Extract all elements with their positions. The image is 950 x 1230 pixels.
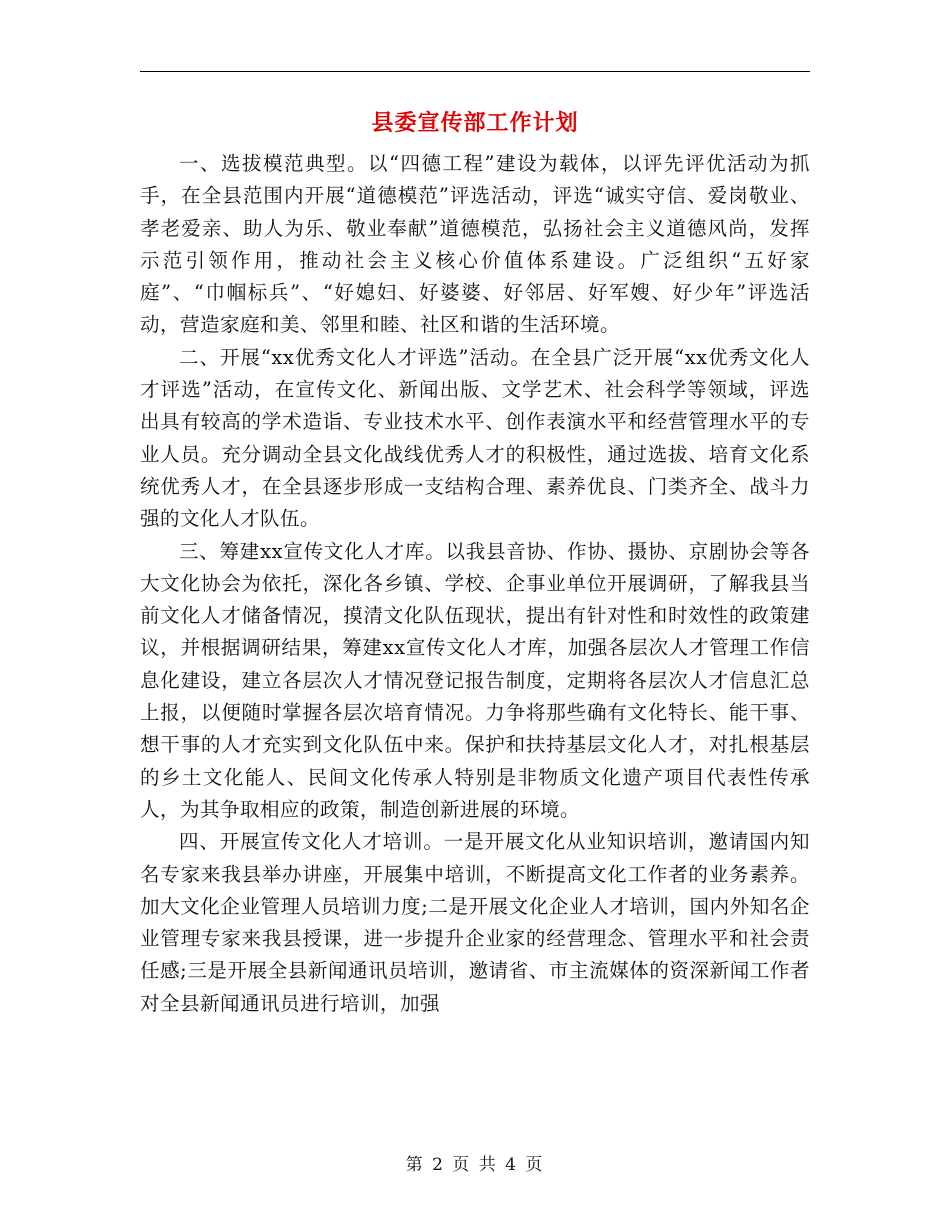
document-title: 县委宣传部工作计划 <box>371 110 579 136</box>
paragraph-1: 一、选拔模范典型。以“四德工程”建设为载体，以评先评优活动为抓手，在全县范围内开展“道德模范”评选活动，评选“诚实守信、爱岗敬业、孝老爱亲、助人为乐、敬业奉献”道德模范，弘扬社会主义道德风尚，发挥示范引领作用，推动社会主义核心价值体系建设。广泛组织“五好家庭”、“巾帼标兵”、“好媳妇、好婆婆、好邻居、好军嫂、好少年”评选活动，营造家庭和美、邻里和睦、社区和谐的生活环境。 <box>140 152 810 337</box>
paragraph-2: 二、开展“xx优秀文化人才评选”活动。在全县广泛开展“xx优秀文化人才评选”活动，在宣传文化、新闻出版、文学艺术、社会科学等领域，评选出具有较高的学术造诣、专业技术水平、创作表演水平和经营管理水平的专业人员。充分调动全县文化战线优秀人才的积极性，通过选拔、培育文化系统优秀人才，在全县逐步形成一支结构合理、素养优良、门类齐全、战斗力强的文化人才队伍。 <box>140 345 810 531</box>
document-body <box>140 148 810 1020</box>
paragraph-4: 四、开展宣传文化人才培训。一是开展文化从业知识培训，邀请国内知名专家来我县举办讲座，开展集中培训，不断提高文化工作者的业务素养。加大文化企业管理人员培训力度;二是开展文化企业人才培训，国内外知名企业管理专家来我县授课，进一步提升企业家的经营理念、管理水平和社会责任感;三是开展全县新闻通讯员培训，邀请省、市主流媒体的资深新闻工作者对全县新闻通讯员进行培训，加强 <box>140 830 810 1015</box>
header-rule <box>140 71 810 72</box>
page-number-footer: 第 2 页 共 4 页 <box>405 1155 545 1175</box>
paragraph-3: 三、筹建xx宣传文化人才库。以我县音协、作协、摄协、京剧协会等各大文化协会为依托，深化各乡镇、学校、企事业单位开展调研，了解我县当前文化人才储备情况，摸清文化队伍现状，提出有针对性和时效性的政策建议，并根据调研结果，筹建xx宣传文化人才库，加强各层次人才管理工作信息化建设，建立各层次人才情况登记报告制度，定期将各层次人才信息汇总上报，以便随时掌握各层次培育情况。力争将那些确有文化特长、能干事、想干事的人才充实到文化队伍中来。保护和扶持基层文化人才，对扎根基层的乡土文化能人、民间文化传承人特别是非物质文化遗产项目代表性传承人，为其争取相应的政策，制造创新进展的环境。 <box>140 539 810 821</box>
